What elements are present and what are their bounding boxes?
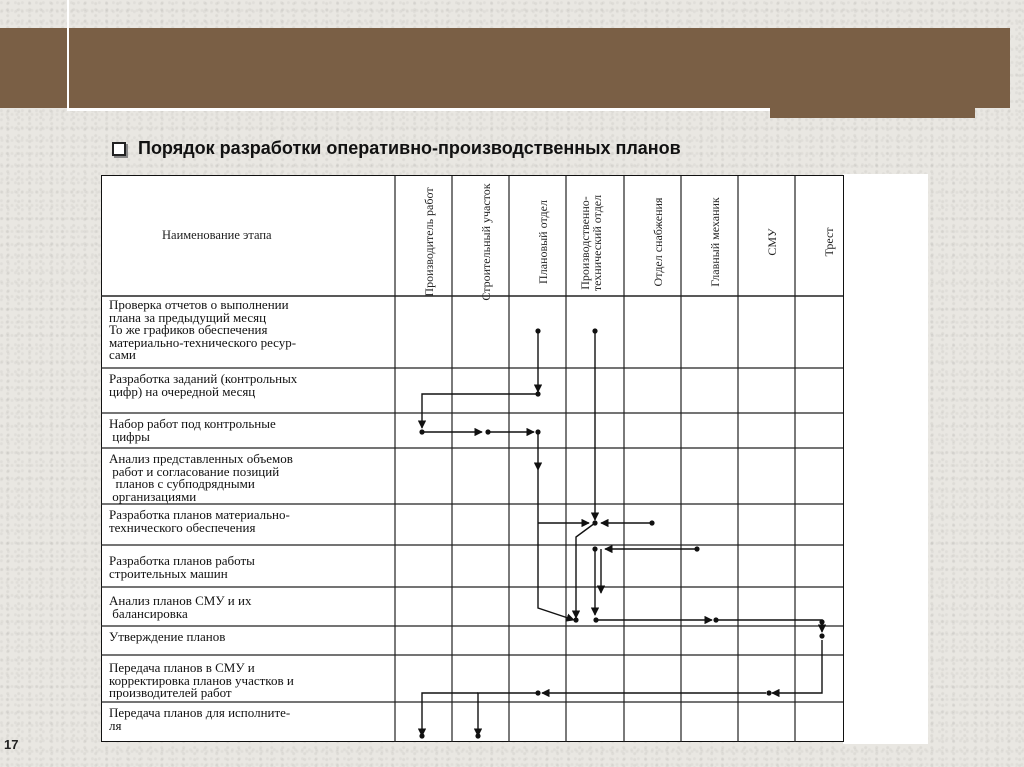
flow-nodes	[419, 328, 824, 738]
column-header-planning-dept: Плановый отдел	[536, 200, 550, 284]
stage-6: Разработка планов работы строительных машин	[109, 553, 255, 581]
stage-8: Утверждение планов	[109, 629, 226, 644]
stage-5: Разработка планов материально- технического обеспечения	[109, 507, 290, 535]
stage-4: Анализ представленных объемов работ и согласование позиций планов с субподрядными организациями	[109, 451, 293, 504]
column-header-chief-mechanic: Главный механик	[708, 197, 722, 287]
column-header-trust: Трест	[822, 227, 836, 257]
page-number: 17	[4, 737, 19, 752]
stage-9: Передача планов в СМУ и корректировка планов участков и производителей работ	[109, 660, 294, 700]
stage-3: Набор работ под контрольные цифры	[109, 416, 276, 444]
stage-column-header: Наименование этапа	[162, 228, 272, 242]
column-header-construction-site: Строительный участок	[479, 183, 493, 301]
column-header-supply-dept: Отдел снабжения	[651, 197, 665, 287]
stage-2: Разработка заданий (контрольных цифр) на очередной месяц	[109, 371, 298, 399]
stage-10: Передача планов для исполните- ля	[109, 705, 291, 733]
table-grid	[101, 176, 843, 742]
column-header-production-technical-dept: Производственно- технический отдел	[578, 194, 604, 292]
flow-arrows	[422, 331, 822, 736]
slide-title: Порядок разработки оперативно-производственных планов	[138, 138, 681, 158]
column-header-smu: СМУ	[765, 228, 779, 256]
column-header-foreman: Производитель работ	[422, 187, 436, 297]
stage-7: Анализ планов СМУ и их балансировка	[109, 593, 252, 621]
stage-1: Проверка отчетов о выполнении плана за предыдущий месяц То же графиков обеспечения материально-технического ресур- сами	[109, 297, 297, 362]
